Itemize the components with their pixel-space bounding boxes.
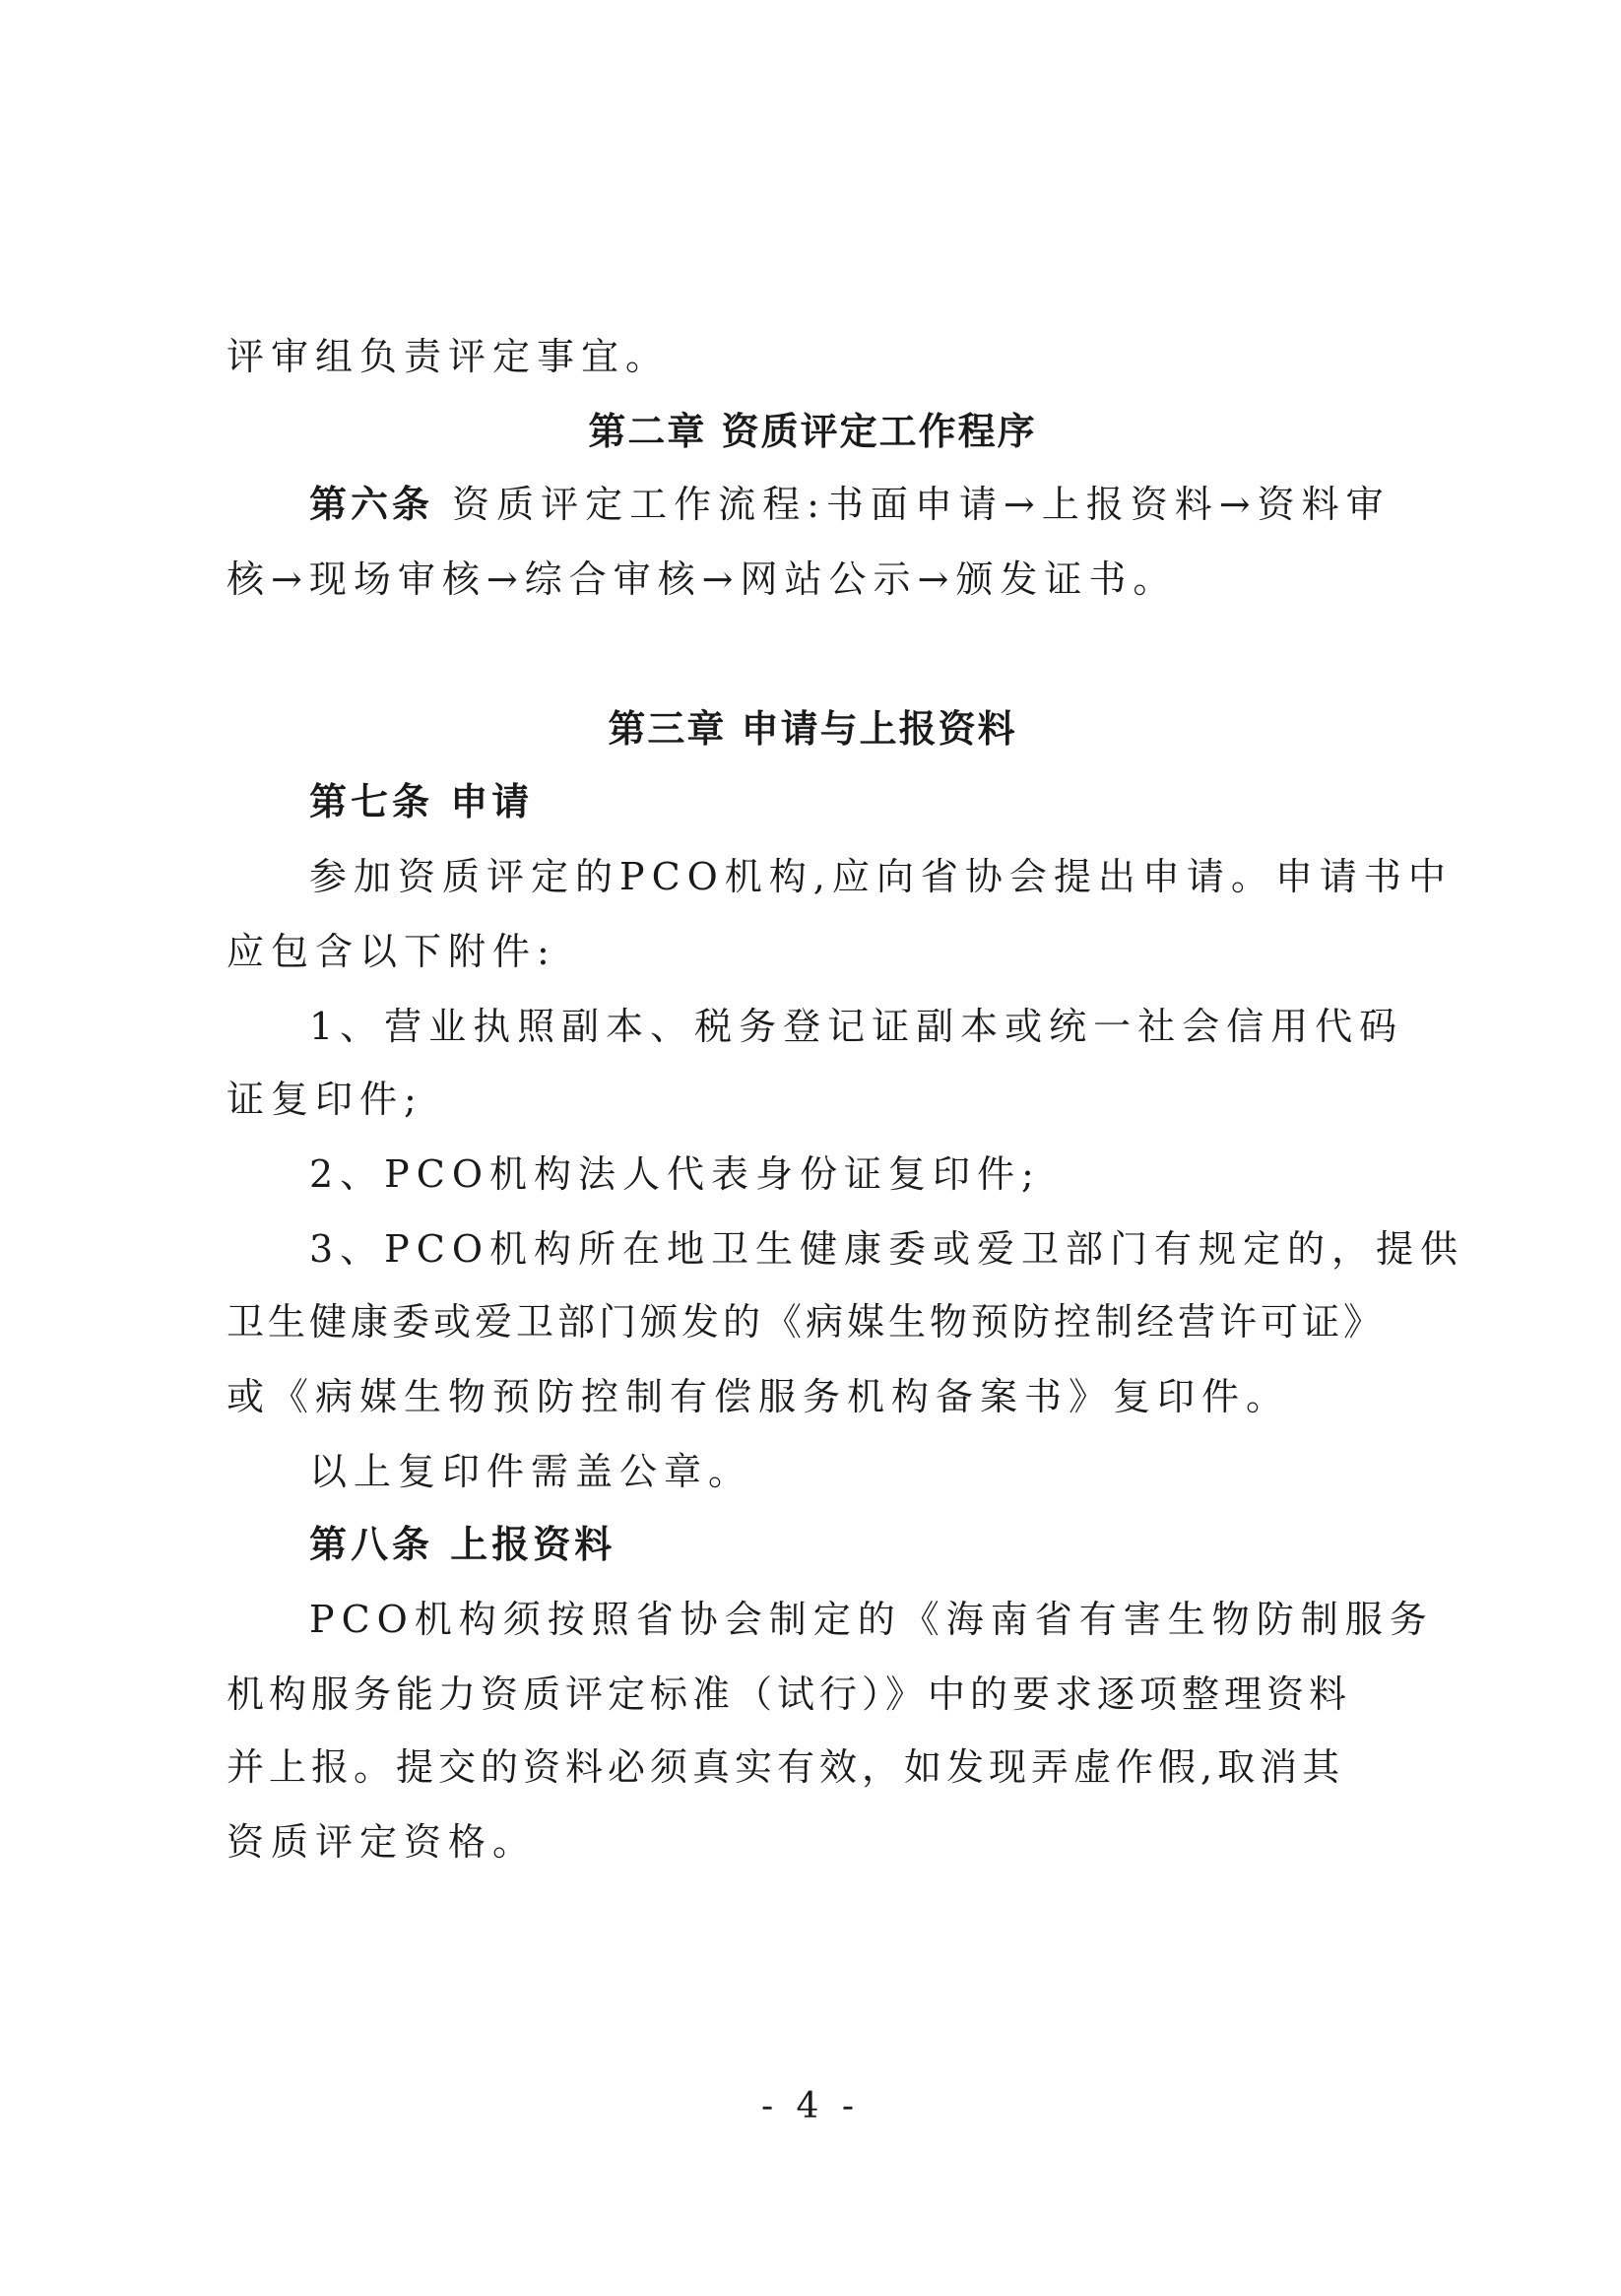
paragraph-line: 核→现场审核→综合审核→网站公示→颁发证书。	[227, 558, 1178, 601]
list-item-3-cont: 卫生健康委或爱卫部门颁发的《病媒生物预防控制经营许可证》	[227, 1300, 1386, 1344]
page-number: - 4 -	[760, 2086, 861, 2127]
paragraph-line: 以上复印件需盖公章。	[309, 1450, 753, 1493]
list-item-2: 2、PCO机构法人代表身份证复印件;	[309, 1152, 1041, 1196]
list-item-1-cont: 证复印件;	[227, 1078, 423, 1121]
chapter-heading-2: 第二章 资质评定工作程序	[588, 410, 1037, 453]
paragraph-line: 评审组负责评定事宜。	[227, 335, 671, 378]
list-item-1: 1、营业执照副本、税务登记证副本或统一社会信用代码	[309, 1005, 1404, 1048]
paragraph-line: 资质评定资格。	[227, 1820, 538, 1864]
paragraph-line: 机构服务能力资质评定标准（试行）》中的要求逐项整理资料	[227, 1673, 1352, 1716]
list-item-3: 3、PCO机构所在地卫生健康委或爱卫部门有规定的，提供	[309, 1227, 1464, 1271]
article-7-heading: 第七条 申请	[309, 780, 534, 823]
article-6-label: 第六条	[309, 483, 434, 526]
list-item-3-cont: 或《病媒生物预防控制有偿服务机构备案书》复印件。	[227, 1375, 1291, 1418]
paragraph-line: PCO机构须按照省协会制定的《海南省有害生物防制服务	[309, 1598, 1434, 1641]
article-8-heading: 第八条 上报资料	[309, 1523, 616, 1566]
article-6-text: 资质评定工作流程:书面申请→上报资料→资料审	[433, 483, 1391, 526]
paragraph-line: 并上报。提交的资料必须真实有效，如发现弄虚作假,取消其	[227, 1745, 1345, 1789]
article-6-line	[309, 479, 1398, 530]
paragraph-line: 参加资质评定的PCO机构,应向省协会提出申请。申请书中	[309, 855, 1453, 898]
chapter-heading-3: 第三章 申请与上报资料	[608, 707, 1017, 751]
paragraph-line: 应包含以下附件:	[227, 930, 556, 973]
